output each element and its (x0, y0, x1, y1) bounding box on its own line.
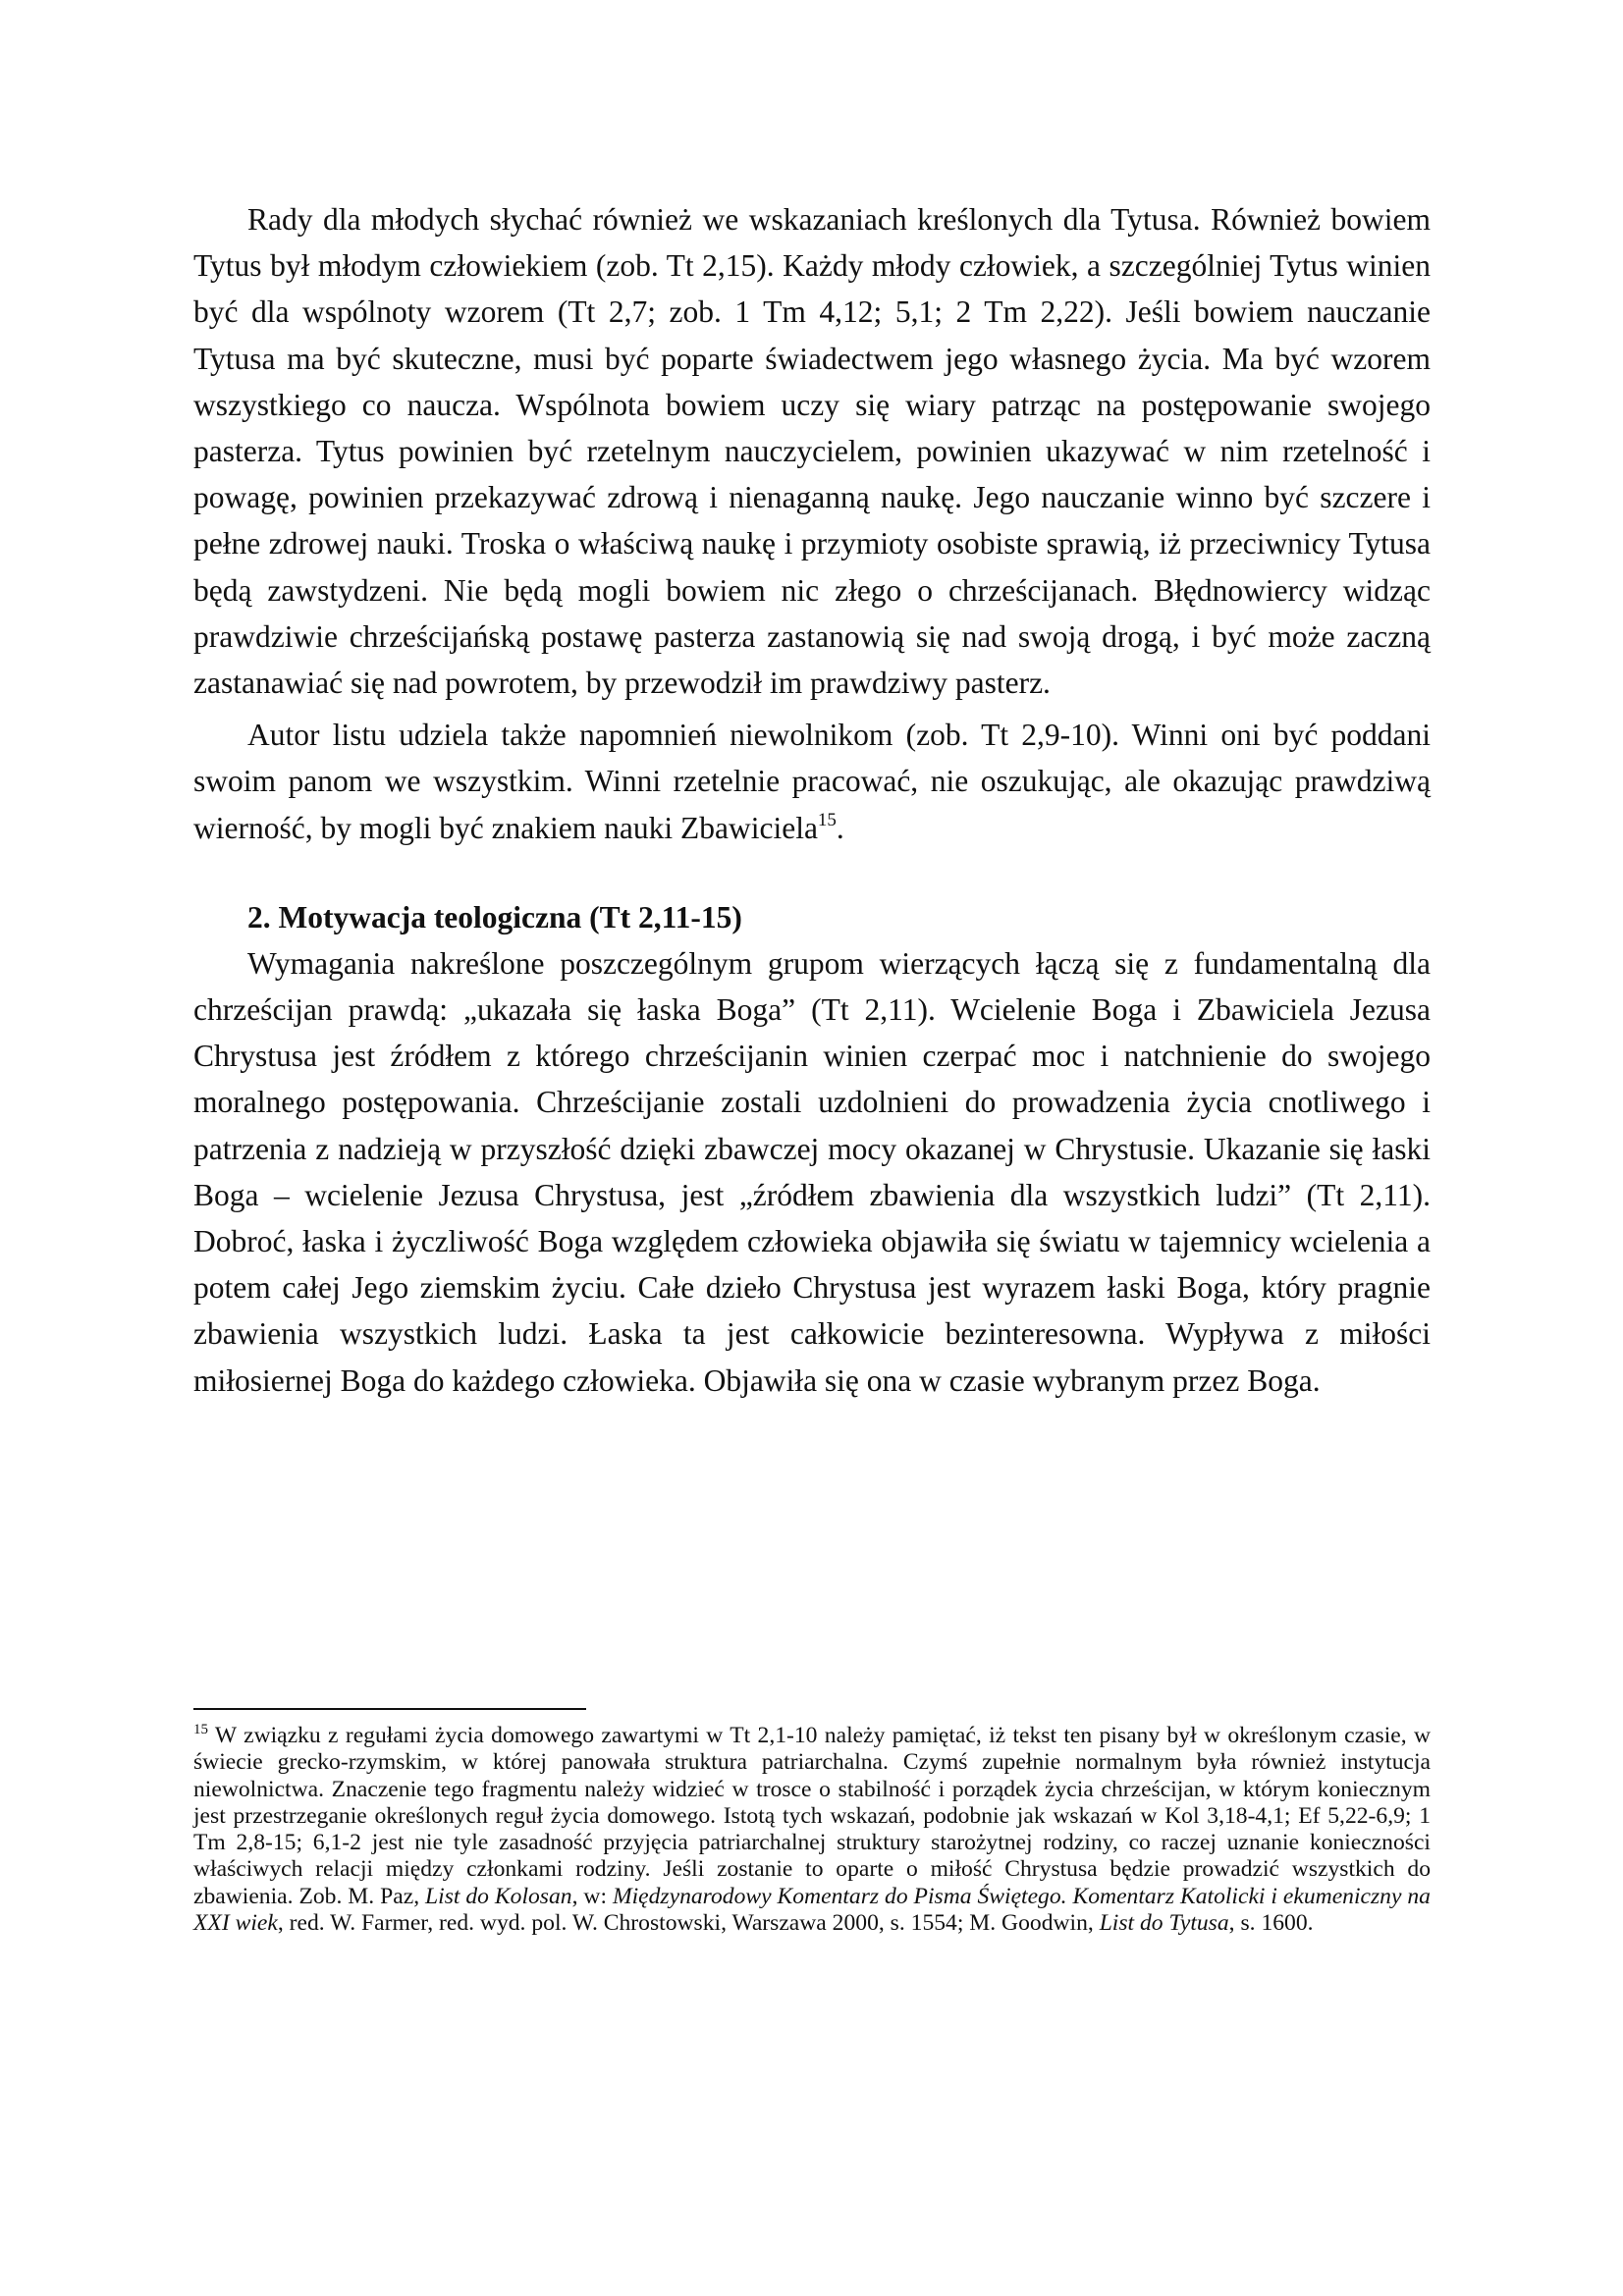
footnote-15 (193, 1723, 1431, 1937)
paragraph-slaves (193, 712, 1431, 851)
footnote-number: 15 (193, 1722, 208, 1737)
footnote-title-list-do-kolosan: List do Kolosan (425, 1883, 572, 1909)
footnote-separator (193, 1708, 586, 1710)
paragraph-slaves-end: . (836, 810, 844, 845)
page-body (193, 196, 1431, 1404)
footnote-text-2: , w: (571, 1883, 613, 1909)
footnote-reference-15[interactable]: 15 (817, 809, 837, 830)
footnote-text-1: W związku z regułami życia domowego zawartymi w Tt 2,1-10 należy pamiętać, iż tekst ten pisany był w określonym czasie, w świecie grecko-rzymskim, w której panowała struktura patriarchalna. Czymś zupełnie normalnym była również instytucja niewolnictwa. Znaczenie tego fragmentu należy widzieć w trosce o stabilność i porządek życia chrześcijan, w którym koniecznym jest przestrzeganie określonych reguł życia domowego. Istotą tych wskazań, podobnie jak wskazań w Kol 3,18-4,1; Ef 5,22-6,9; 1 Tm 2,8-15; 6,1-2 jest nie tyle zasadność przyjęcia patriarchalnej struktury starożytnej rodziny, co raczej uznanie konieczności właściwych relacji między członkami rodziny. Jeśli zostanie to oparte o miłość Chrystusa będzie prowadzić wszystkich do zbawienia. Zob. M. Paz, (193, 1723, 1431, 1909)
footnote-text-3: , red. W. Farmer, red. wyd. pol. W. Chrostowski, Warszawa 2000, s. 1554; M. Goodwin, (277, 1910, 1100, 1937)
paragraph-advice-young: Rady dla młodych słychać również we wskazaniach kreślonych dla Tytusa. Również bowiem Tytus był młodym człowiekiem (zob. Tt 2,15). Każdy młody człowiek, a szczególniej Tytus winien być dla wspólnoty wzorem (Tt 2,7; zob. 1 Tm 4,12; 5,1; 2 Tm 2,22). Jeśli bowiem nauczanie Tytusa ma być skuteczne, musi być poparte świadectwem jego własnego życia. Ma być wzorem wszystkiego co naucza. Wspólnota bowiem uczy się wiary patrząc na postępowanie swojego pasterza. Tytus powinien być rzetelnym nauczycielem, powinien ukazywać w nim rzetelność i powagę, powinien przekazywać zdrową i nienaganną naukę. Jego nauczanie winno być szczere i pełne zdrowej nauki. Troska o właściwą naukę i przymioty osobiste sprawią, iż przeciwnicy Tytusa będą zawstydzeni. Nie będą mogli bowiem nic złego o chrześcijanach. Błędnowiercy widząc prawdziwie chrześcijańską postawę pasterza zastanowią się nad swoją drogą, i być może zaczną zastanawiać się nad powrotem, by przewodził im prawdziwy pasterz. (193, 202, 1431, 701)
paragraph-slaves-text: Autor listu udziela także napomnień niewolnikom (zob. Tt 2,9-10). Winni oni być poddani swoim panom we wszystkim. Winni rzetelnie pracować, nie oszukując, ale okazując prawdziwą wierność, by mogli być znakiem nauki Zbawiciela (193, 718, 1431, 845)
paragraph-theological-motivation: Wymagania nakreślone poszczególnym grupom wierzących łączą się z fundamentalną dla chrześcijan prawdą: „ukazała się łaska Boga” (Tt 2,11). Wcielenie Boga i Zbawiciela Jezusa Chrystusa jest źródłem z którego chrześcijanin winien czerpać moc i natchnienie do swojego moralnego postępowania. Chrześcijanie zostali uzdolnieni do prowadzenia życia cnotliwego i patrzenia z nadzieją w przyszłość dzięki zbawczej mocy okazanej w Chrystusie. Ukazanie się łaski Boga – wcielenie Jezusa Chrystusa, jest „źródłem zbawienia dla wszystkich ludzi” (Tt 2,11). Dobroć, łaska i życzliwość Boga względem człowieka objawiła się światu w tajemnicy wcielenia a potem całej Jego ziemskim życiu. Całe dzieło Chrystusa jest wyrazem łaski Boga, który pragnie zbawienia wszystkich ludzi. Łaska ta jest całkowicie bezinteresowna. Wypływa z miłości miłosiernej Boga do każdego człowieka. Objawiła się ona w czasie wybranym przez Boga. (193, 945, 1431, 1398)
footnote-title-komentarz: Międzynarodowy Komentarz do Pisma Świętego. Komentarz Katolicki i ekumeniczny na XXI wiek (193, 1883, 1431, 1937)
section-heading: 2. Motywacja teologiczna (Tt 2,11-15) (247, 899, 742, 934)
footnote-text-4: , s. 1600. (1228, 1910, 1314, 1937)
footnote-title-list-do-tytusa: List do Tytusa (1099, 1910, 1229, 1937)
